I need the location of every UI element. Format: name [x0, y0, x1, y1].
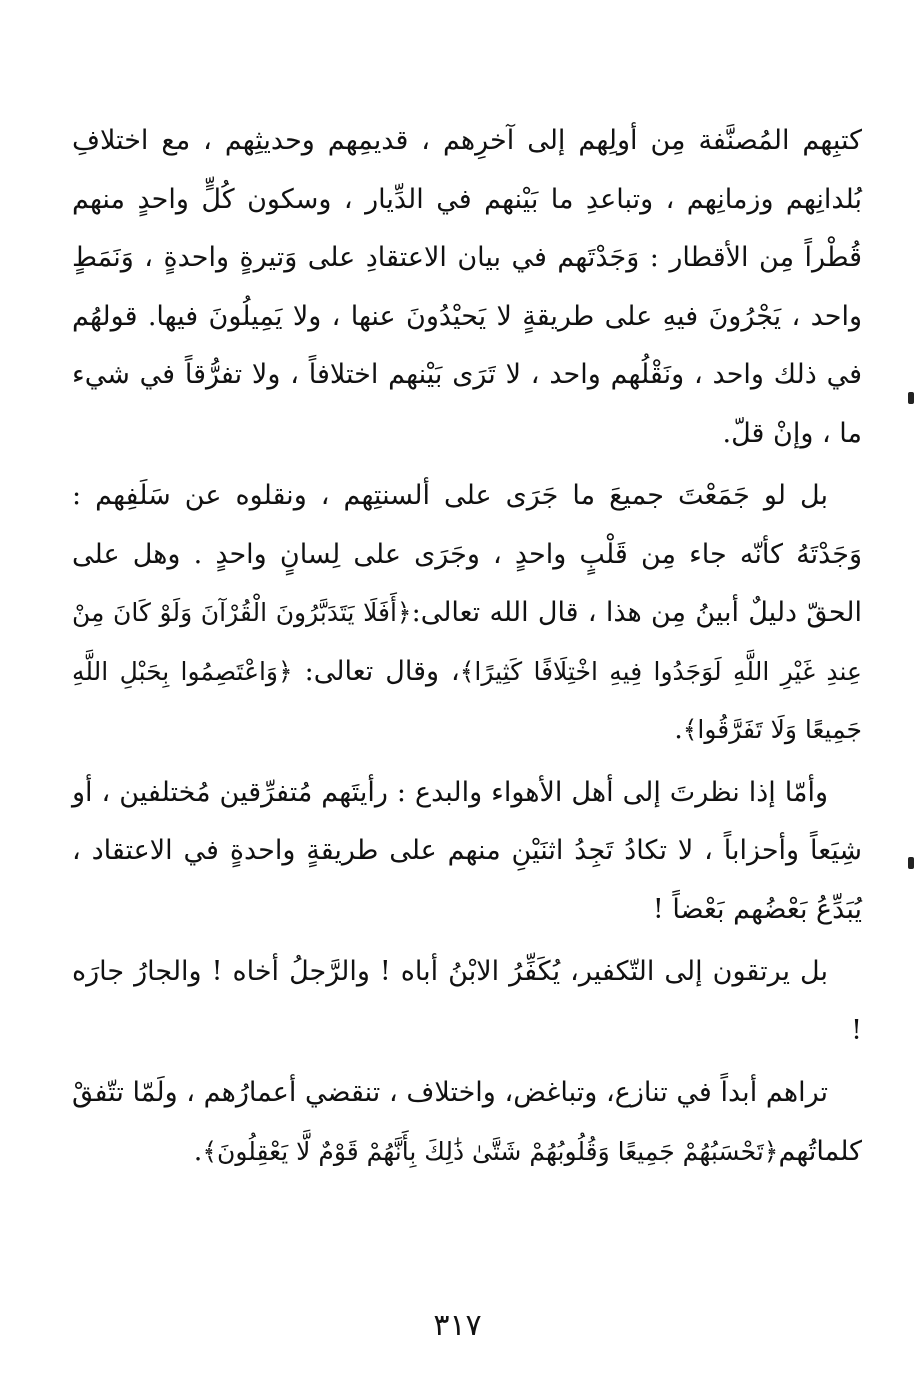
quran-verse: ﴿تَحْسَبُهُمْ جَمِيعًا وَقُلُوبُهُمْ شَتَّىٰ ذَٰلِكَ بِأَنَّهُمْ قَوْمٌ لَّا يَعْقِلُونَ﴾ — [202, 1136, 779, 1166]
quran-verse: ﴿أَفَلَا يَتَدَبَّرُونَ الْقُرْآنَ وَلَوْ كَانَ مِنْ عِندِ غَيْرِ اللَّهِ لَوَجَدُوا فِيهِ اخْتِلَافًا كَثِيرًا﴾ — [72, 598, 862, 686]
paragraph-text: ، وقال تعالى: — [292, 655, 460, 687]
margin-mark — [908, 392, 914, 404]
body-text — [72, 112, 862, 1181]
paragraph-text: بل لو جَمَعْتَ جميعَ ما جَرَى على ألسنتِهم ، ونقلوه عن سَلَفِهم : وَجَدْتَهُ كأنّه جاء مِن قَلْبٍ واحدٍ ، وجَرَى على لِسانٍ واحدٍ . وهل على الحقّ دليلٌ أبينُ مِن هذا ، قال الله تعالى: — [72, 480, 863, 628]
paragraph — [72, 1064, 862, 1181]
page-number: ٣١٧ — [433, 1308, 482, 1343]
paragraph-text: وأمّا إذا نظرتَ إلى أهل الأهواء والبدع : رأيتَهم مُتفرِّقين مُختلفين ، أو شِيَعاً وأحزاباً ، لا تكادُ تَجِدُ اثنَيْنِ منهم على طريقةٍ واحدةٍ في الاعتقاد ، يُبَدِّعُ بَعْضُهم بَعْضاً ! — [72, 776, 862, 925]
margin-mark — [908, 857, 914, 869]
paragraph-text: بل يرتقون إلى التّكفير، يُكَفِّرُ الابْنُ أباه ! والرَّجلُ أخاه ! والجارُ جارَه ! — [72, 956, 862, 1046]
paragraph-text: . — [193, 1135, 203, 1167]
quran-verse: ﴿وَاعْتَصِمُوا بِحَبْلِ اللَّهِ جَمِيعًا وَلَا تَفَرَّقُوا﴾ — [72, 656, 862, 744]
paragraph-text: . — [674, 714, 683, 745]
paragraph — [72, 467, 862, 760]
paragraph — [72, 764, 862, 940]
paragraph-text: تراهم أبداً في تنازع، وتباغض، واختلاف ، تنقضي أعمارُهم ، ولَمّا تتّفقْ كلماتُهم — [72, 1077, 862, 1167]
paragraph — [72, 943, 862, 1060]
paragraph-text: كتبِهم المُصنَّفة مِن أولِهم إلى آخرِهم ، قديمِهم وحديثِهم ، مع اختلافِ بُلدانِهم وزمانِهم ، وتباعدِ ما بَيْنهم في الدِّيار ، وسكون كُلٍّ واحدٍ منهم قُطْراً مِن الأقطار : وَجَدْتَهم في بيان الاعتقادِ على وَتيرةٍ واحدةٍ ، وَنَمَطٍ واحد ، يَجْرُونَ فيهِ على طريقةٍ لا يَحيْدُونَ عنها ، ولا يَمِيلُونَ فيها. قولهُم في ذلك واحد ، ونَقْلُهم واحد ، لا تَرَى بَيْنهم اختلافاً ، ولا تفرُّقاً في شيء ما ، وإنْ قلّ. — [72, 125, 862, 449]
paragraph — [72, 112, 862, 463]
